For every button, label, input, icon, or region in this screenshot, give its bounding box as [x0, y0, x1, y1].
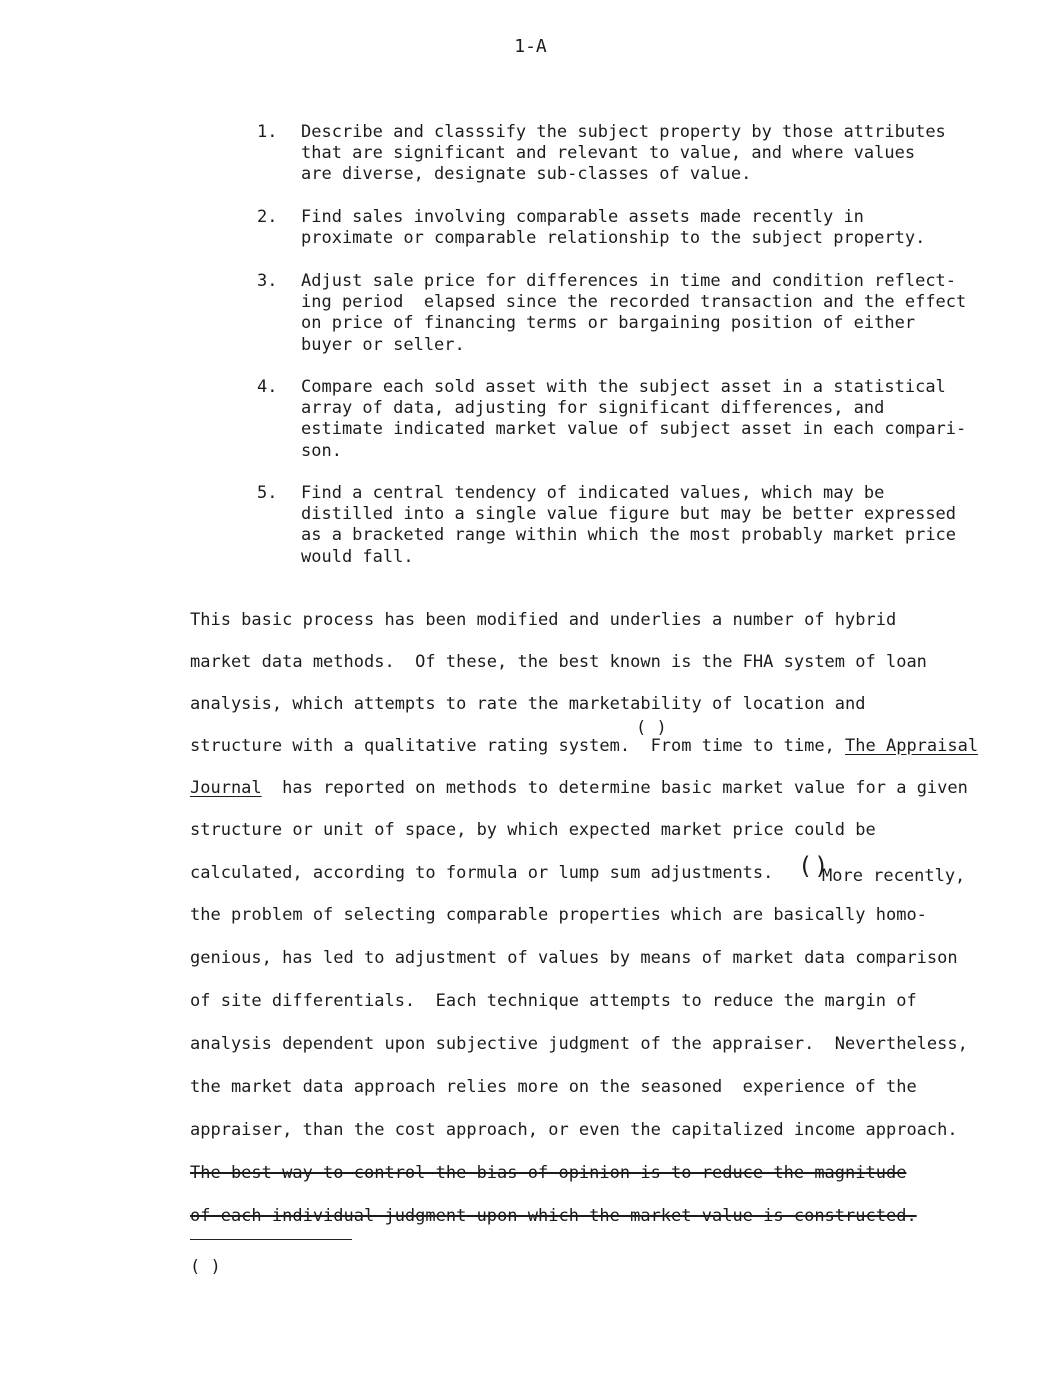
struck-line: The best way to control the bias of opinion is to reduce the magnitude [190, 1163, 907, 1183]
footnote-rule [190, 1239, 352, 1240]
list-item-number: 5. [257, 483, 278, 503]
list-item-number: 4. [257, 377, 278, 397]
body-line: This basic process has been modified and underlies a number of hybrid [190, 610, 897, 630]
journal-title: Journal [190, 778, 262, 798]
body-line: the problem of selecting comparable properties which are basically homo- [190, 905, 927, 925]
list-item-text: Find a central tendency of indicated values, which may be distilled into a single value figure but may be better expressed as a bracketed range within which the most probably market price would fall. [301, 483, 957, 567]
list-item-text: Compare each sold asset with the subject asset in a statistical array of data, adjusting for significant differences, and estimate indicated market value of subject asset in each compari- son. [301, 377, 967, 461]
reference-marker: ) [814, 852, 829, 880]
body-line: calculated, according to formula or lump sum adjustments. [190, 863, 774, 883]
body-line: analysis, which attempts to rate the marketability of location and [190, 694, 866, 714]
reference-marker: ( ) [636, 718, 667, 738]
list-item-number: 1. [257, 122, 278, 142]
body-line: Journal has reported on methods to determine basic market value for a given [190, 778, 968, 798]
list-item-text: Describe and classsify the subject property by those attributes that are significant and relevant to value, and where values are diverse, designate sub-classes of value. [301, 122, 946, 185]
body-line: structure with a qualitative rating system. From time to time, The Appraisal [190, 736, 979, 756]
body-line: analysis dependent upon subjective judgment of the appraiser. Nevertheless, [190, 1034, 968, 1054]
list-item-text: Adjust sale price for differences in time and condition reflect- ing period elapsed since the recorded transaction and the effect on price of financing terms or bargaining position of either buyer or seller. [301, 271, 967, 355]
body-line: genious, has led to adjustment of values by means of market data comparison [190, 948, 958, 968]
body-line: of site differentials. Each technique attempts to reduce the margin of [190, 991, 917, 1011]
page-number: 1-A [514, 36, 547, 57]
body-line: appraiser, than the cost approach, or even the capitalized income approach. [190, 1120, 958, 1140]
reference-marker: ( [798, 852, 813, 880]
list-item-number: 3. [257, 271, 278, 291]
body-line: the market data approach relies more on the seasoned experience of the [190, 1077, 917, 1097]
body-line: More recently, [822, 866, 966, 886]
journal-title: The Appraisal [845, 736, 979, 756]
struck-line: of each individual judgment upon which the market value is constructed. [190, 1206, 917, 1226]
body-line: structure or unit of space, by which expected market price could be [190, 820, 876, 840]
list-item-text: Find sales involving comparable assets made recently in proximate or comparable relationship to the subject property. [301, 207, 926, 249]
list-item-number: 2. [257, 207, 278, 227]
footnote-marker: ( ) [190, 1257, 221, 1277]
body-line: market data methods. Of these, the best known is the FHA system of loan [190, 652, 927, 672]
